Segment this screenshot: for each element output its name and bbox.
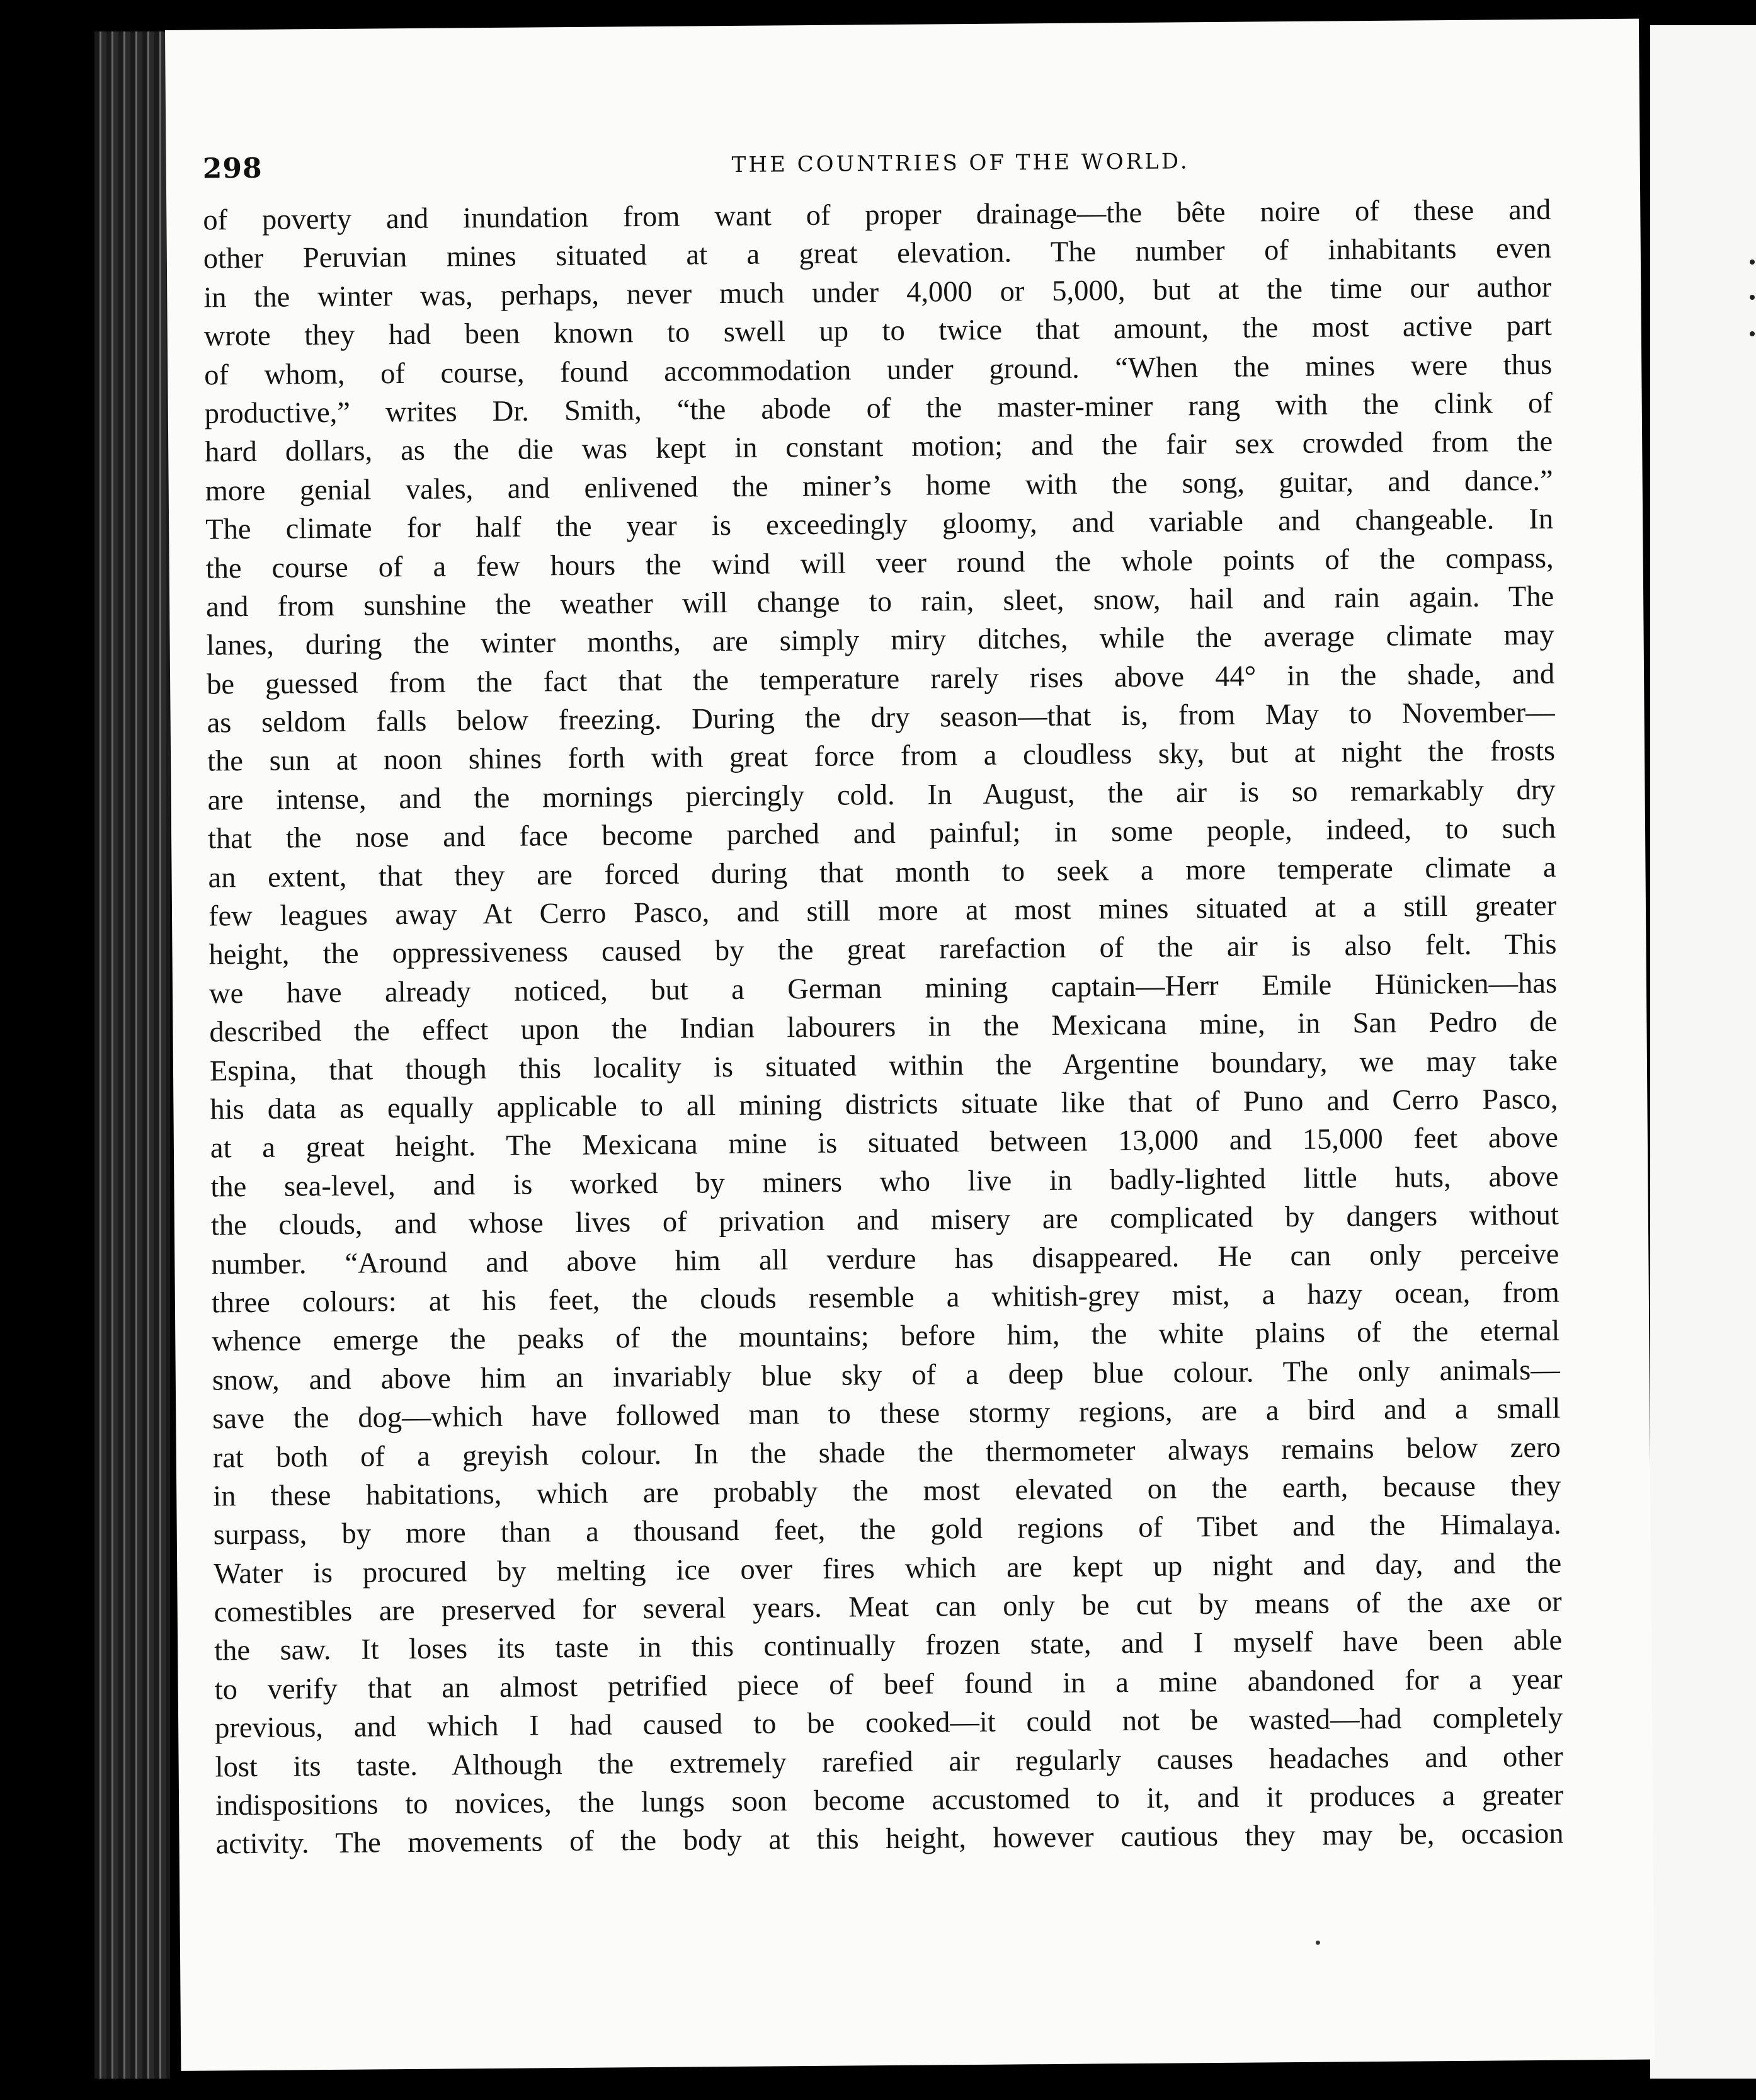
book-page: [165, 19, 1655, 2071]
text-line: number. “Around and above him all verdure has disappeared. He can only perceive: [211, 1238, 1559, 1281]
text-line: in the winter was, perhaps, never much under 4,000 or 5,000, but at the time our author: [203, 271, 1552, 314]
text-line: snow, and above him an invariably blue sky of a deep blue colour. The only animals—: [212, 1354, 1560, 1397]
text-line: hard dollars, as the die was kept in constant motion; and the fair sex crowded from the: [205, 426, 1553, 469]
text-line: three colours: at his feet, the clouds resemble a whitish-grey mist, a hazy ocean, from: [211, 1276, 1560, 1320]
page-number: 298: [202, 152, 263, 185]
text-line: lanes, during the winter months, are simply miry ditches, while the average climate may: [206, 619, 1554, 662]
text-line: the sea-level, and is worked by miners who live in badly-lighted little huts, above: [210, 1160, 1559, 1204]
text-line: to verify that an almost petrified piece of beef found in a mine abandoned for a year: [214, 1663, 1563, 1706]
facing-page-mark: [1750, 331, 1755, 336]
text-line: his data as equally applicable to all mining districts situate like that of Puno and Cerro Pasco,: [210, 1083, 1558, 1126]
text-line: whence emerge the peaks of the mountains; before him, the white plains of the eternal: [212, 1315, 1560, 1358]
running-title: THE COUNTRIES OF THE WORLD.: [731, 149, 1190, 178]
facing-page-mark: [1750, 260, 1755, 265]
text-line: that the nose and face become parched and painful; in some people, indeed, to such: [207, 812, 1556, 855]
text-line: are intense, and the mornings piercingly cold. In August, the air is so remarkably dry: [207, 773, 1556, 817]
facing-page-edge: [1650, 25, 1756, 2079]
text-line: rat both of a greyish colour. In the shade the thermometer always remains below zero: [212, 1431, 1561, 1474]
text-line: at a great height. The Mexicana mine is situated between 13,000 and 15,000 feet above: [210, 1122, 1559, 1165]
page-header: [203, 142, 1525, 197]
text-line: lost its taste. Although the extremely rarefied air regularly causes headaches and other: [215, 1740, 1563, 1784]
facing-page-mark: [1750, 295, 1755, 300]
text-line: Espina, that though this locality is situated within the Argentine boundary, we may take: [209, 1044, 1558, 1088]
text-line: productive,” writes Dr. Smith, “the abode of the master-miner rang with the clink of: [204, 387, 1553, 430]
text-line: and from sunshine the weather will change to rain, sleet, snow, hail and rain again. The: [205, 580, 1554, 624]
text-line: Water is procured by melting ice over fires which are kept up night and day, and the: [214, 1547, 1562, 1590]
page-edges: [94, 31, 170, 2079]
text-line: an extent, that they are forced during that month to seek a more temperate climate a: [208, 851, 1556, 894]
text-line: surpass, by more than a thousand feet, the gold regions of Tibet and the Himalaya.: [213, 1508, 1561, 1551]
text-line: in these habitations, which are probably the most elevated on the earth, because they: [213, 1469, 1561, 1513]
text-line: The climate for half the year is exceedingly gloomy, and variable and changeable. In: [205, 503, 1554, 546]
text-line: described the effect upon the Indian labourers in the Mexicana mine, in San Pedro de: [209, 1005, 1558, 1049]
text-line: as seldom falls below freezing. During the dry season—that is, from May to November—: [207, 696, 1555, 739]
text-line: the course of a few hours the wind will veer round the whole points of the compass,: [205, 542, 1554, 585]
text-line: the sun at noon shines forth with great force from a cloudless sky, but at night the frosts: [207, 735, 1556, 778]
text-line: activity. The movements of the body at this height, however cautious they may be, occasion: [215, 1818, 1564, 1861]
text-line: indispositions to novices, the lungs soon become accustomed to it, and it produces a greater: [215, 1779, 1564, 1822]
text-line: be guessed from the fact that the temperature rarely rises above 44° in the shade, and: [206, 658, 1555, 701]
text-line: the clouds, and whose lives of privation and misery are complicated by dangers without: [210, 1199, 1559, 1242]
text-line: previous, and which I had caused to be cooked—it could not be wasted—had completely: [214, 1701, 1563, 1745]
text-line: the saw. It loses its taste in this continually frozen state, and I myself have been able: [214, 1624, 1563, 1667]
ink-speck: [1316, 1941, 1320, 1945]
text-line: of poverty and inundation from want of proper drainage—the bête noire of these and: [203, 193, 1551, 237]
text-line: wrote they had been known to swell up to twice that amount, the most active part: [203, 309, 1552, 353]
text-line: of whom, of course, found accommodation under ground. “When the mines were thus: [204, 348, 1553, 392]
text-line: save the dog—which have followed man to these stormy regions, are a bird and a small: [212, 1392, 1561, 1435]
text-line: height, the oppressiveness caused by the great rarefaction of the air is also felt. This: [208, 928, 1557, 971]
text-line: few leagues away At Cerro Pasco, and still more at most mines situated at a still greater: [208, 889, 1557, 933]
text-line: other Peruvian mines situated at a great elevation. The number of inhabitants even: [203, 232, 1551, 275]
text-line: comestibles are preserved for several years. Meat can only be cut by means of the axe or: [214, 1585, 1562, 1629]
text-line: more genial vales, and enlivened the miner’s home with the song, guitar, and dance.”: [205, 464, 1553, 508]
body-text: [203, 191, 1564, 1864]
text-line: we have already noticed, but a German mining captain—Herr Emile Hünicken—has: [208, 967, 1558, 1010]
